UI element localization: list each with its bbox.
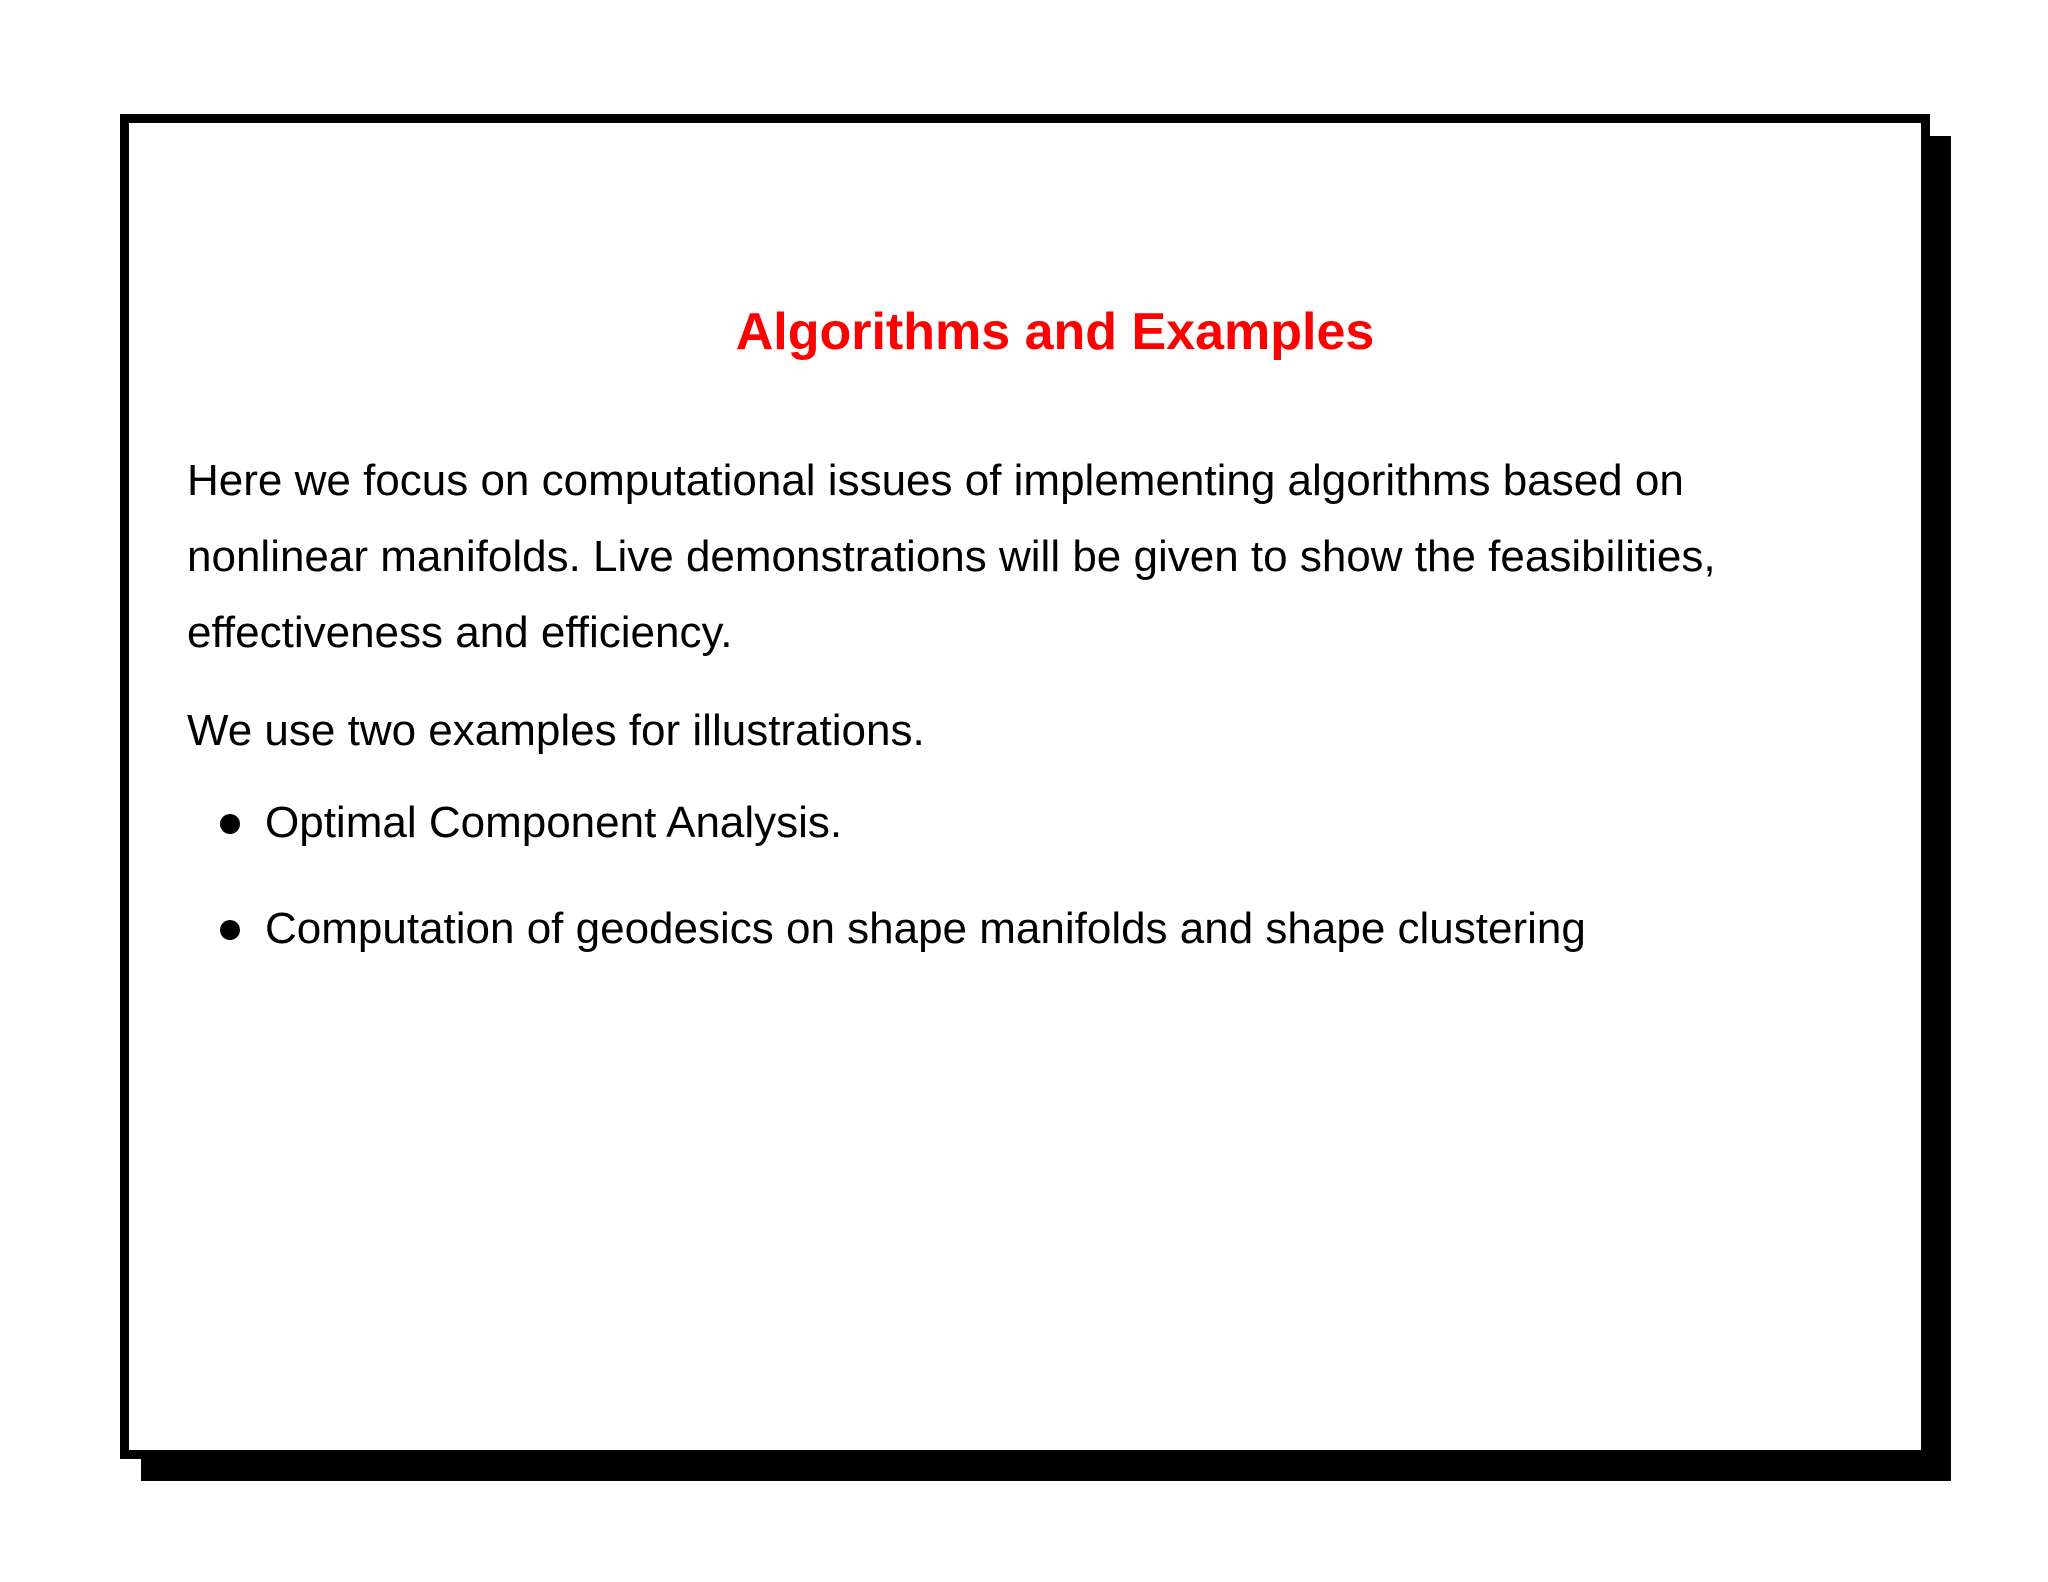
- bullet-dot-icon: [220, 920, 240, 940]
- slide-title: Algorithms and Examples: [735, 303, 1375, 361]
- slide-frame: [120, 114, 1930, 1459]
- list-item-text: Optimal Component Analysis.: [265, 798, 843, 847]
- intro-paragraph: Here we focus on computational issues of implementing algorithms based on nonlinear manifolds. Live demonstrations will be given to show the feasibilities, effectiveness and efficiency.: [187, 456, 1716, 657]
- examples-list: [187, 793, 1827, 959]
- bullet-dot-icon: [220, 814, 240, 834]
- list-item: [187, 899, 1827, 959]
- slide-body: [187, 443, 1827, 1005]
- list-item: [187, 793, 1827, 853]
- examples-paragraph: We use two examples for illustrations.: [187, 706, 925, 755]
- list-item-text: Computation of geodesics on shape manifolds and shape clustering: [265, 904, 1586, 953]
